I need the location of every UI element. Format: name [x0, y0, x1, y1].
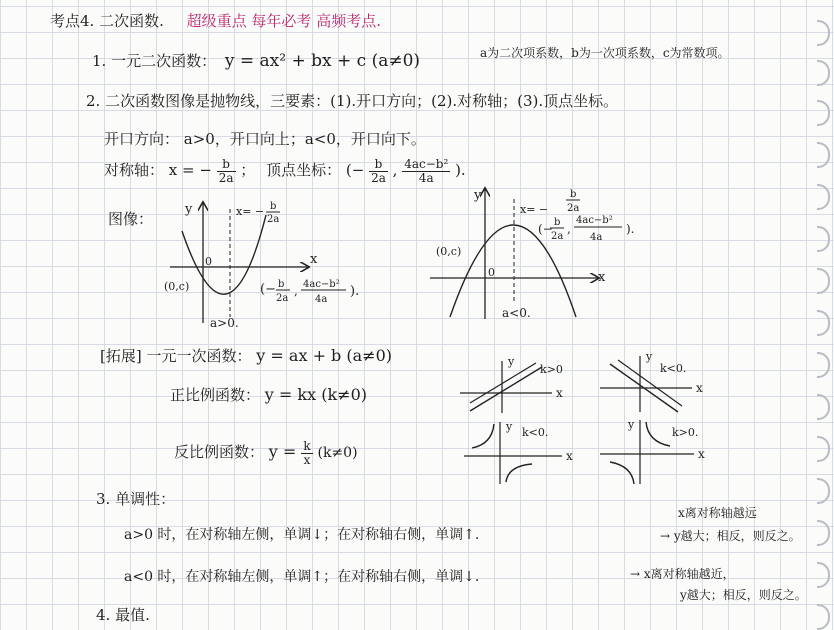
vertex-numerator: 4ac−b² [576, 215, 613, 226]
heading-topic: 二次函数. [99, 12, 164, 30]
opening-label: 开口方向： [104, 130, 180, 148]
binder-ring [817, 20, 830, 46]
vertex-close: ). [455, 161, 466, 180]
condition-label: k<0. [660, 362, 687, 375]
origin-label: 0 [205, 255, 212, 268]
item2-text: 二次函数图像是抛物线，三要素：(1).开口方向；(2).对称轴；(3).顶点坐标。 [105, 92, 619, 110]
axis-fraction-numerator: b [217, 158, 236, 172]
upward-parabola-graph [160, 195, 410, 335]
binder-ring [817, 520, 830, 546]
intercept-label: (0,c) [436, 245, 462, 258]
linear-positive-graph [456, 355, 586, 415]
x-label: x [556, 386, 563, 400]
axis-b: b [270, 201, 277, 212]
extension-tag: [拓展] [100, 347, 142, 365]
vertex-2a: 2a [276, 293, 289, 304]
inverse-fraction [301, 440, 312, 466]
svg-text:,: , [567, 222, 571, 236]
item3-number: 3. [96, 490, 111, 508]
extension-direct [170, 384, 367, 405]
opening-text: a>0，开口向上；a<0，开口向下。 [183, 130, 426, 148]
line-increasing [470, 367, 542, 411]
condition-label: a<0. [502, 306, 531, 320]
hyperbola-branch [472, 424, 494, 448]
y-label: y [185, 202, 193, 217]
inverse-numerator: k [303, 439, 311, 453]
heading-note: 超级重点 每年必考 高频考点. [186, 12, 381, 30]
inverse-label: 反比例函数： [174, 443, 265, 462]
vertex-numerator: 4ac−b² [303, 279, 340, 290]
origin-label: 0 [488, 266, 495, 279]
vertex-comma: , [392, 161, 398, 180]
quadratic-formula: y = ax² + bx + c (a≠0) [224, 51, 421, 71]
binder-ring [817, 436, 830, 462]
hyperbola-branch [610, 462, 634, 484]
line-increasing [470, 363, 536, 403]
binder-ring [817, 184, 830, 210]
axis-fraction-denominator: 2a [218, 170, 234, 185]
downward-parabola-graph [430, 185, 700, 325]
axis-fraction [217, 158, 236, 184]
item1-number: 1. [92, 52, 107, 70]
monotonic-note-positive-top: x离对称轴越远 [678, 506, 757, 520]
condition-label: k>0. [672, 426, 699, 439]
vertex-x-denominator: 2a [371, 170, 386, 185]
item1-label: 一元二次函数： [111, 52, 217, 70]
axis-equation-prefix: x = − [168, 161, 212, 180]
hyperbola-branch [506, 464, 532, 482]
axis-separator: ； [240, 161, 256, 180]
monotonic-note-negative-top: → x离对称轴越近， [630, 567, 735, 581]
axis-label: 对称轴： [104, 161, 165, 180]
vertex-y-numerator: 4ac−b² [404, 157, 449, 171]
inverse-negative-graph [462, 418, 592, 486]
extension-inverse [174, 440, 358, 466]
direct-label: 正比例函数： [170, 386, 261, 404]
vertex-close: ). [626, 222, 635, 236]
item3-label: 单调性： [115, 490, 176, 508]
item2-number: 2. [86, 92, 101, 110]
binder-ring [817, 268, 830, 294]
binder-ring [817, 352, 830, 378]
axis-vertex-line [104, 158, 466, 184]
linear-label: 一元一次函数： [146, 347, 252, 365]
item4-line [96, 604, 150, 625]
vertex-denominator: 4a [315, 294, 328, 305]
condition-label: k>0 [540, 363, 563, 376]
condition-label: k<0. [522, 426, 549, 439]
monotonic-negative-line: a<0 时，在对称轴左侧，单调↑；在对称轴右侧，单调↓. [124, 569, 480, 585]
axis-2a: 2a [267, 214, 280, 225]
parabola-curve [182, 215, 266, 294]
x-label: x [310, 252, 318, 267]
vertex-b: b [278, 279, 285, 290]
vertex-y-fraction [402, 158, 450, 184]
x-label: x [696, 381, 703, 395]
y-label: y [506, 420, 513, 433]
x-label: x [698, 447, 705, 461]
item4-label: 最值. [115, 606, 150, 624]
y-label: y [628, 418, 635, 431]
monotonic-positive-line: a>0 时，在对称轴左侧，单调↓；在对称轴右侧，单调↑. [124, 527, 480, 543]
vertex-open: (− [345, 161, 365, 180]
svg-text:,: , [294, 284, 298, 298]
binder-ring [817, 394, 830, 420]
vertex-x-numerator: b [369, 158, 388, 172]
image-label: 图像： [108, 210, 154, 228]
heading [50, 10, 381, 31]
x-label: x [598, 270, 606, 285]
monotonic-note-positive-bottom: → y越大；相反，则反之。 [660, 529, 801, 543]
binder-ring [817, 142, 830, 168]
axis-equation: x= − [236, 205, 265, 218]
intercept-label: (0,c) [164, 280, 190, 293]
vertex-open: (− [260, 282, 276, 297]
hyperbola-branch [646, 422, 670, 446]
axis-b: b [570, 189, 577, 200]
inverse-denominator: x [303, 452, 311, 467]
condition-label: a>0. [210, 316, 239, 330]
opening-direction [104, 128, 426, 149]
monotonic-note-negative-bottom: y越大；相反，则反之。 [680, 588, 807, 602]
binder-ring [817, 226, 830, 252]
axis-equation: x= − [520, 203, 549, 216]
inverse-positive-graph [598, 416, 728, 486]
heading-label: 考点4. [50, 12, 95, 30]
linear-formula: y = ax + b (a≠0) [256, 346, 392, 365]
y-label: y [474, 188, 482, 203]
item1-description: a为二次项系数，b为一次项系数，c为常数项。 [480, 46, 730, 60]
y-label: y [508, 355, 515, 368]
vertex-2a: 2a [551, 231, 564, 242]
item1-line [92, 50, 420, 71]
item3-heading [96, 488, 175, 509]
binder-ring [817, 310, 830, 336]
linear-negative-graph [596, 350, 726, 414]
vertex-denominator: 4a [590, 232, 603, 243]
item2-line [86, 90, 618, 111]
vertex-open: (− [538, 222, 553, 236]
binder-ring [817, 60, 830, 86]
inverse-y: y = [268, 442, 302, 462]
vertex-b: b [554, 217, 561, 228]
vertex-close: ). [350, 284, 360, 299]
x-label: x [566, 449, 573, 463]
direct-formula: y = kx (k≠0) [264, 385, 367, 404]
vertex-y-denominator: 4a [418, 170, 434, 185]
extension-linear [100, 345, 392, 366]
vertex-label: 顶点坐标： [266, 161, 342, 180]
inverse-condition: (k≠0) [317, 445, 358, 462]
item4-number: 4. [96, 606, 111, 624]
binder-ring [817, 604, 830, 630]
vertex-x-fraction [369, 158, 388, 184]
binder-ring [817, 562, 830, 588]
axis-2a: 2a [567, 203, 580, 214]
binder-ring [817, 100, 830, 126]
binder-ring [817, 478, 830, 504]
y-label: y [646, 350, 653, 363]
